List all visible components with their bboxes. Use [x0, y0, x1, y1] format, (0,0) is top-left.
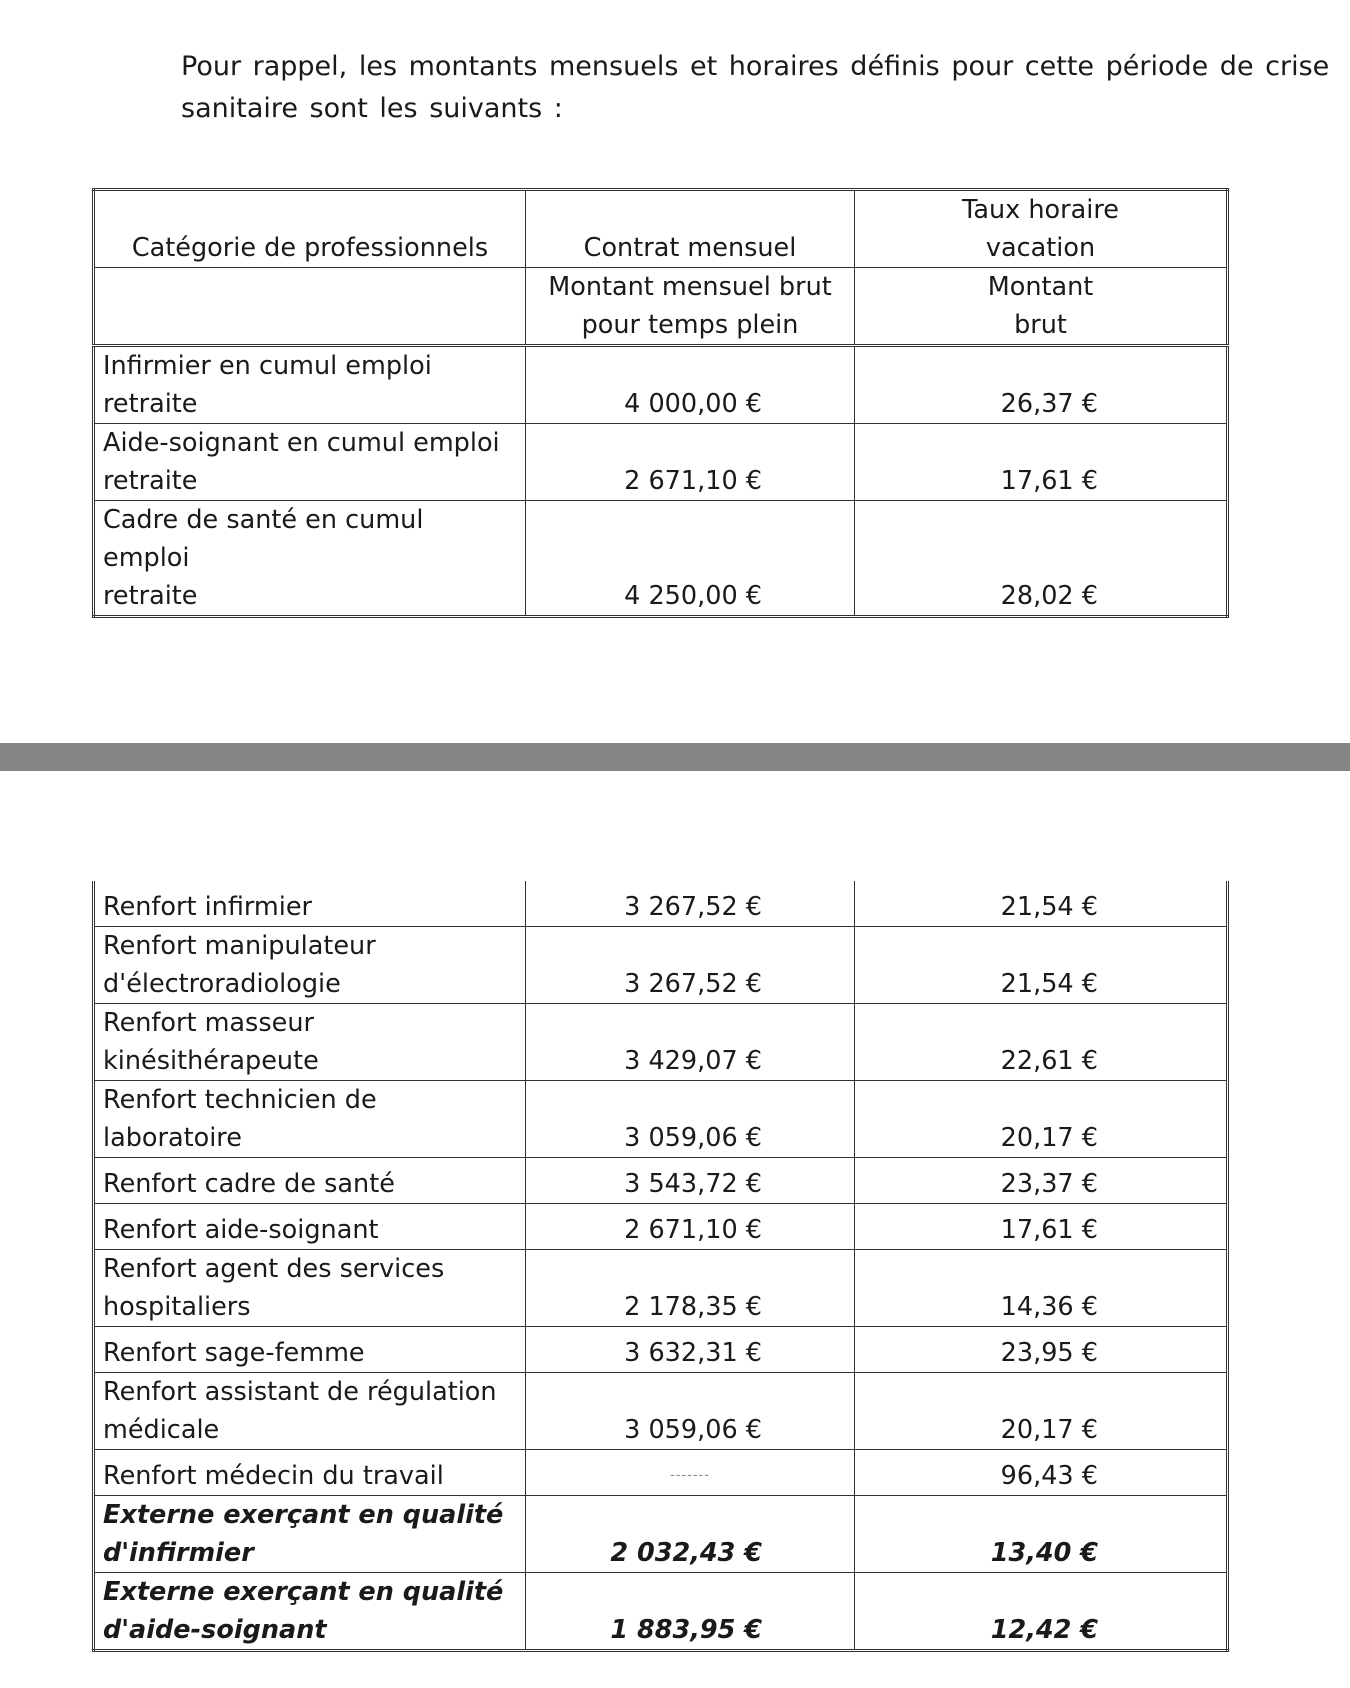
- header-hourly-line1: Taux horaire: [962, 195, 1119, 225]
- header-hourly-rate: [855, 190, 1228, 268]
- category-line1: Renfort manipulateur: [103, 931, 376, 961]
- category-cell: [94, 501, 526, 617]
- rates-table-retraite: [92, 188, 1229, 618]
- category-cell: Renfort cadre de santé: [94, 1158, 526, 1204]
- category-cell: [94, 424, 526, 501]
- monthly-amount: 4 250,00 €: [526, 501, 855, 617]
- category-line2: médicale: [103, 1415, 220, 1445]
- monthly-amount: 2 671,10 €: [526, 1204, 855, 1250]
- hourly-amount: 17,61 €: [855, 424, 1228, 501]
- monthly-amount: 3 267,52 €: [526, 927, 855, 1004]
- table-row: [94, 1450, 1228, 1496]
- monthly-amount: 3 429,07 €: [526, 1004, 855, 1081]
- category-line1: Infirmier en cumul emploi: [103, 351, 432, 381]
- table-row: [94, 1327, 1228, 1373]
- intro-paragraph: [181, 46, 1350, 130]
- hourly-amount: 26,37 €: [855, 346, 1228, 424]
- subheader-hourly-gross: [855, 268, 1228, 346]
- monthly-amount: 3 059,06 €: [526, 1373, 855, 1450]
- category-cell: [94, 1004, 526, 1081]
- category-cell: [94, 1373, 526, 1450]
- intro-line-1: Pour rappel, les montants mensuels et horaires définis pour cette période de crise: [181, 51, 1330, 82]
- category-cell: [94, 927, 526, 1004]
- category-line1: Renfort assistant de régulation: [103, 1377, 497, 1407]
- monthly-amount: 3 543,72 €: [526, 1158, 855, 1204]
- monthly-amount: 2 032,43 €: [526, 1496, 855, 1573]
- monthly-amount: 2 671,10 €: [526, 424, 855, 501]
- monthly-amount: 2 178,35 €: [526, 1250, 855, 1327]
- subheader-monthly-line1: Montant mensuel brut: [548, 272, 832, 302]
- subheader-monthly-gross: [526, 268, 855, 346]
- category-cell: [94, 1250, 526, 1327]
- category-line2: d'infirmier: [103, 1538, 254, 1568]
- category-line1: Renfort masseur: [103, 1008, 314, 1038]
- hourly-amount: 21,54 €: [855, 927, 1228, 1004]
- table-row: [94, 424, 1228, 501]
- table-row: [94, 1081, 1228, 1158]
- category-line1: Externe exerçant en qualité: [103, 1577, 504, 1607]
- table-row: [94, 1496, 1228, 1573]
- hourly-amount: 13,40 €: [855, 1496, 1228, 1573]
- table-row: [94, 927, 1228, 1004]
- hourly-amount: 22,61 €: [855, 1004, 1228, 1081]
- hourly-amount: 23,95 €: [855, 1327, 1228, 1373]
- category-line2: laboratoire: [103, 1123, 242, 1153]
- table-row: [94, 1204, 1228, 1250]
- hourly-amount: 20,17 €: [855, 1373, 1228, 1450]
- monthly-amount: 3 632,31 €: [526, 1327, 855, 1373]
- hourly-amount: 17,61 €: [855, 1204, 1228, 1250]
- monthly-amount-empty: -------: [526, 1450, 855, 1496]
- table-row: [94, 346, 1228, 424]
- category-cell: [94, 1496, 526, 1573]
- category-cell: [94, 346, 526, 424]
- hourly-amount: 14,36 €: [855, 1250, 1228, 1327]
- table-row: [94, 501, 1228, 617]
- category-cell: [94, 1081, 526, 1158]
- subheader-monthly-line2: pour temps plein: [581, 310, 799, 340]
- hourly-amount: 20,17 €: [855, 1081, 1228, 1158]
- category-line2: d'électroradiologie: [103, 969, 341, 999]
- hourly-amount: 28,02 €: [855, 501, 1228, 617]
- page-separator: [0, 743, 1350, 771]
- intro-line-2: sanitaire sont les suivants :: [181, 93, 563, 124]
- category-cell: [94, 1573, 526, 1651]
- category-cell: Renfort aide-soignant: [94, 1204, 526, 1250]
- hourly-amount: 23,37 €: [855, 1158, 1228, 1204]
- hourly-amount: 12,42 €: [855, 1573, 1228, 1651]
- category-line1: Renfort technicien de: [103, 1085, 377, 1115]
- category-cell: Renfort infirmier: [94, 881, 526, 927]
- category-cell: Renfort médecin du travail: [94, 1450, 526, 1496]
- table-subheader-row: [94, 268, 1228, 346]
- monthly-amount: 4 000,00 €: [526, 346, 855, 424]
- subheader-hourly-line2: brut: [1014, 310, 1067, 340]
- table-row: [94, 881, 1228, 927]
- table-row: [94, 1250, 1228, 1327]
- category-line1: Aide-soignant en cumul emploi: [103, 428, 500, 458]
- category-line2: kinésithérapeute: [103, 1046, 319, 1076]
- table-row: [94, 1004, 1228, 1081]
- category-line2: retraite: [103, 466, 198, 496]
- subheader-empty: [94, 268, 526, 346]
- header-hourly-line2: vacation: [985, 233, 1096, 263]
- monthly-amount: 1 883,95 €: [526, 1573, 855, 1651]
- category-line2: hospitaliers: [103, 1292, 251, 1322]
- category-line1: Externe exerçant en qualité: [103, 1500, 504, 1530]
- monthly-amount: 3 267,52 €: [526, 881, 855, 927]
- table-row: [94, 1573, 1228, 1651]
- category-line2: retraite: [103, 389, 198, 419]
- rates-table-renfort: [92, 881, 1229, 1652]
- table-row: [94, 1158, 1228, 1204]
- category-cell: Renfort sage-femme: [94, 1327, 526, 1373]
- subheader-hourly-line1: Montant: [987, 272, 1094, 302]
- hourly-amount: 96,43 €: [855, 1450, 1228, 1496]
- category-line2: d'aide-soignant: [103, 1615, 327, 1645]
- hourly-amount: 21,54 €: [855, 881, 1228, 927]
- table-header-row: [94, 190, 1228, 268]
- header-category: Catégorie de professionnels: [94, 190, 526, 268]
- table-row: [94, 1373, 1228, 1450]
- category-line1: Cadre de santé en cumul emploi: [103, 505, 424, 573]
- header-monthly-contract: Contrat mensuel: [526, 190, 855, 268]
- monthly-amount: 3 059,06 €: [526, 1081, 855, 1158]
- category-line2: retraite: [103, 581, 198, 611]
- category-line1: Renfort agent des services: [103, 1254, 445, 1284]
